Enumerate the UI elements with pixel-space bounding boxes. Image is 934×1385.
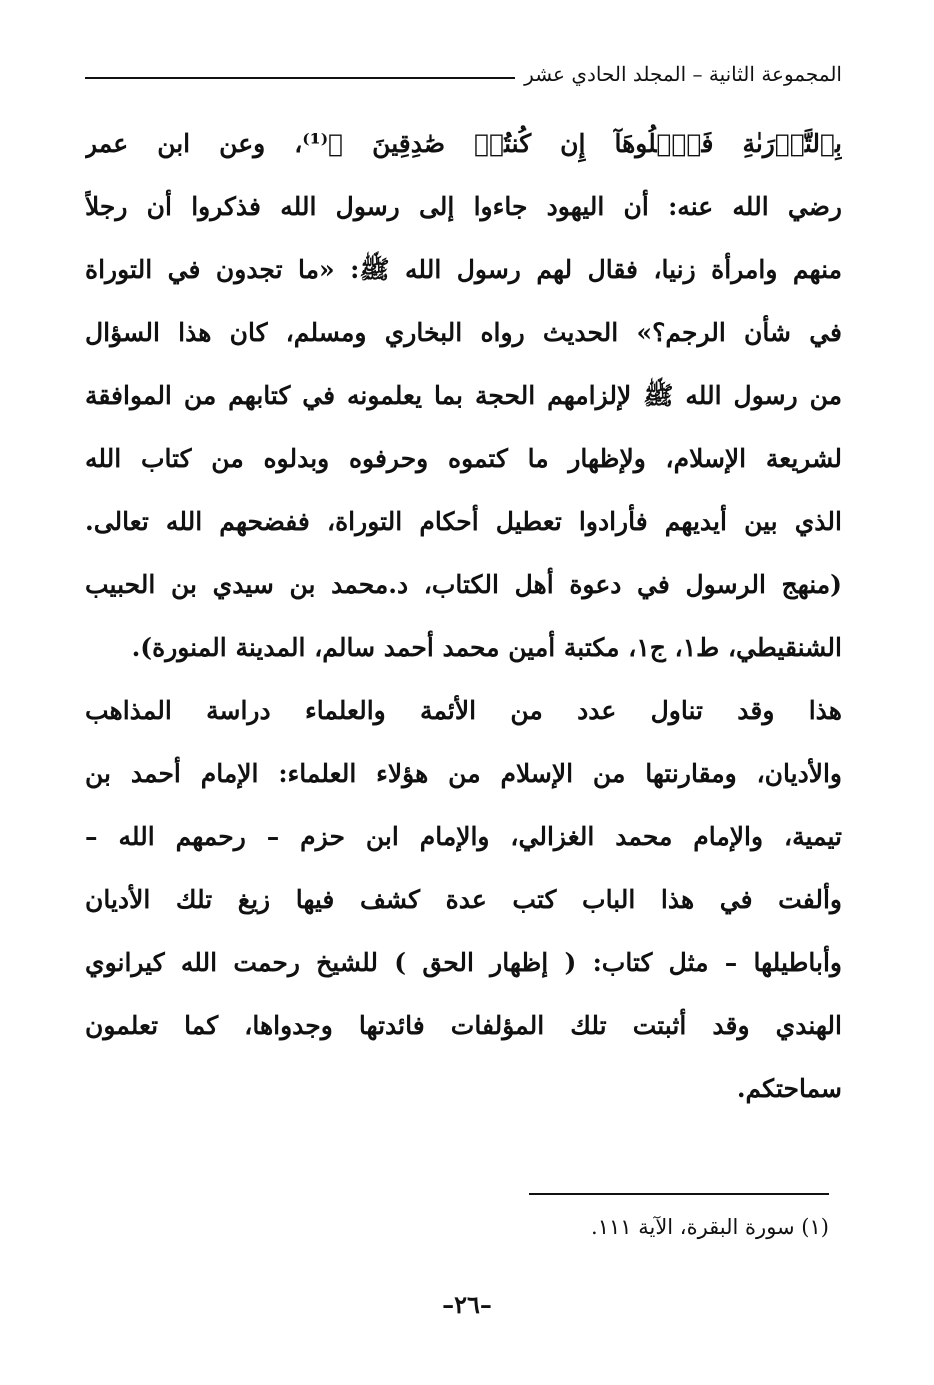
header-rule — [85, 77, 515, 79]
text-line: سماحتكم. — [736, 1074, 842, 1103]
text-line: الهندي وقد أثبتت تلك المؤلفات فائدتها وجدواها، كما تعلمون — [85, 1011, 842, 1040]
running-header — [85, 60, 842, 94]
text-line: بِٱلتَّوۡرَىٰةِ فَٱتۡلُوهَآ إِن كُنتُمۡ صَٰدِقِينَ ﴾⁽¹⁾، وعن ابن عمر — [85, 129, 842, 158]
text-line: من رسول الله ﷺ لإلزامهم الحجة بما يعلمونه في كتابهم من الموافقة — [85, 381, 842, 410]
text-line: والأديان، ومقارنتها من الإسلام من هؤلاء العلماء: الإمام أحمد بن — [85, 759, 842, 788]
text-line: (منهج الرسول في دعوة أهل الكتاب، د.محمد بن سيدي بن الحبيب — [85, 570, 842, 599]
footnote: (١) سورة البقرة، الآية ١١١. — [591, 1215, 829, 1239]
text-line: رضي الله عنه: أن اليهود جاءوا إلى رسول الله فذكروا أن رجلاً — [85, 192, 842, 221]
text-line: وأباطيلها – مثل كتاب: ( إظهار الحق ) للشيخ رحمت الله كيرانوي — [85, 948, 842, 977]
body-text — [85, 112, 842, 1120]
text-line: وألفت في هذا الباب كتب عدة كشف فيها زيغ تلك الأديان — [85, 885, 842, 914]
text-line: منهم وامرأة زنيا، فقال لهم رسول الله ﷺ: «ما تجدون في التوراة — [85, 255, 842, 284]
text-line: لشريعة الإسلام، ولإظهار ما كتموه وحرفوه وبدلوه من كتاب الله — [85, 444, 842, 473]
text-line: تيمية، والإمام محمد الغزالي، والإمام ابن حزم – رحمهم الله – — [85, 822, 842, 851]
page-number: –٢٦– — [442, 1290, 492, 1319]
footnote-rule — [529, 1193, 829, 1195]
running-title: المجموعة الثانية – المجلد الحادي عشر — [524, 62, 842, 86]
text-line: الشنقيطي، ط١، ج١، مكتبة أمين محمد أحمد سالم، المدينة المنورة). — [131, 633, 842, 662]
text-line: في شأن الرجم؟» الحديث رواه البخاري ومسلم، كان هذا السؤال — [85, 318, 842, 347]
text-line: هذا وقد تناول عدد من الأئمة والعلماء دراسة المذاهب — [85, 696, 842, 725]
text-line: الذي بين أيديهم فأرادوا تعطيل أحكام التوراة، ففضحهم الله تعالى. — [85, 507, 842, 536]
